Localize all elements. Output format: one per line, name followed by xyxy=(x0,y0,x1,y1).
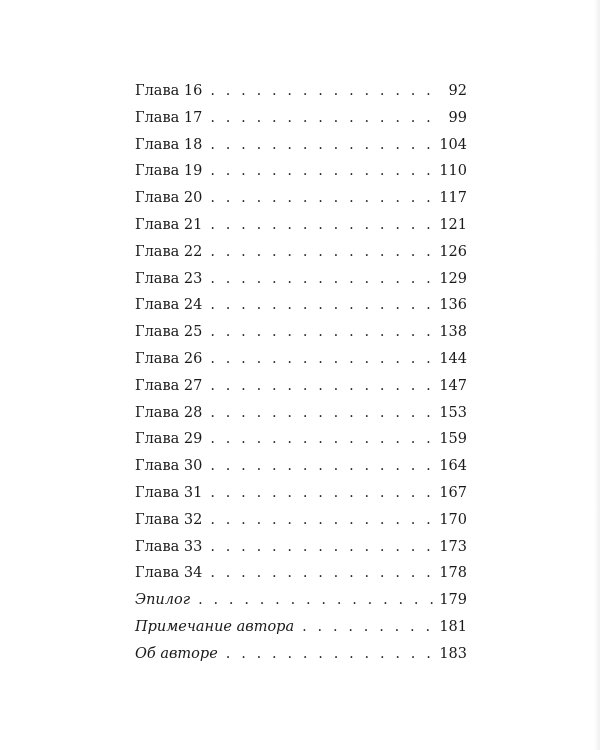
toc-dot-leader xyxy=(210,534,436,561)
toc-dot-leader xyxy=(210,560,436,587)
toc-entry xyxy=(135,453,467,480)
toc-entry-page-number: 99 xyxy=(448,109,467,126)
toc-dot-leader xyxy=(302,614,436,641)
toc-entry-page-number: 126 xyxy=(439,243,467,260)
toc-entry xyxy=(135,560,467,587)
table-of-contents xyxy=(135,78,467,668)
toc-entry-title: Глава 21 xyxy=(135,216,203,233)
toc-entry-title: Примечание автора xyxy=(135,618,295,635)
toc-entry-title: Глава 30 xyxy=(135,458,203,475)
toc-entry xyxy=(135,534,467,561)
toc-dot-leader xyxy=(210,480,436,507)
toc-dot-leader xyxy=(210,185,436,212)
toc-dot-leader xyxy=(210,453,436,480)
toc-entry-title: Глава 25 xyxy=(135,324,203,341)
toc-entry-page-number: 121 xyxy=(439,216,467,233)
toc-entry-title: Глава 22 xyxy=(135,243,203,260)
toc-dot-leader xyxy=(210,132,436,159)
toc-entry-page-number: 129 xyxy=(439,270,467,287)
toc-entry-page-number: 136 xyxy=(439,297,467,314)
toc-entry-title: Глава 27 xyxy=(135,377,203,394)
toc-entry xyxy=(135,426,467,453)
toc-entry xyxy=(135,507,467,534)
toc-entry-page-number: 178 xyxy=(439,565,467,582)
toc-entry-page-number: 92 xyxy=(448,83,467,99)
toc-entry xyxy=(135,480,467,507)
toc-entry xyxy=(135,641,467,668)
toc-entry-page-number: 138 xyxy=(439,324,467,341)
toc-entry xyxy=(135,158,467,185)
toc-entry xyxy=(135,373,467,400)
toc-dot-leader xyxy=(210,158,436,185)
toc-entry xyxy=(135,105,467,132)
toc-dot-leader xyxy=(210,507,436,534)
toc-entry-title: Глава 18 xyxy=(135,136,203,153)
toc-entry-title: Глава 24 xyxy=(135,297,203,314)
toc-entry-title: Глава 20 xyxy=(135,190,203,207)
toc-entry xyxy=(135,319,467,346)
toc-entry-page-number: 144 xyxy=(439,350,467,367)
toc-dot-leader xyxy=(210,78,437,105)
toc-dot-leader xyxy=(226,641,437,668)
toc-entry-title: Глава 28 xyxy=(135,404,203,421)
toc-dot-leader xyxy=(210,292,436,319)
toc-dot-leader xyxy=(198,587,436,614)
toc-entry-title: Глава 17 xyxy=(135,109,203,126)
toc-entry-page-number: 170 xyxy=(439,511,467,528)
toc-dot-leader xyxy=(210,426,436,453)
toc-entry xyxy=(135,266,467,293)
toc-entry-page-number: 167 xyxy=(439,484,467,501)
toc-entry xyxy=(135,239,467,266)
toc-entry-page-number: 179 xyxy=(439,592,467,609)
toc-entry xyxy=(135,292,467,319)
toc-entry-title: Об авторе xyxy=(135,645,218,662)
toc-entry-title: Глава 34 xyxy=(135,565,203,582)
toc-entry-page-number: 183 xyxy=(439,645,467,662)
toc-entry-page-number: 147 xyxy=(439,377,467,394)
toc-entry xyxy=(135,78,467,105)
toc-entry-title: Глава 16 xyxy=(135,83,203,99)
toc-entry xyxy=(135,614,467,641)
toc-dot-leader xyxy=(210,346,436,373)
toc-dot-leader xyxy=(210,266,436,293)
toc-entry-page-number: 104 xyxy=(439,136,467,153)
toc-dot-leader xyxy=(210,105,437,132)
toc-entry-title: Глава 26 xyxy=(135,350,203,367)
toc-entry-page-number: 181 xyxy=(439,618,467,635)
toc-entry xyxy=(135,132,467,159)
toc-entry-page-number: 110 xyxy=(439,163,467,180)
toc-dot-leader xyxy=(210,239,436,266)
toc-entry-title: Глава 23 xyxy=(135,270,203,287)
toc-entry xyxy=(135,346,467,373)
toc-entry-title: Глава 31 xyxy=(135,484,203,501)
toc-entry-title: Глава 19 xyxy=(135,163,203,180)
toc-entry xyxy=(135,400,467,427)
toc-dot-leader xyxy=(210,400,436,427)
toc-entry xyxy=(135,212,467,239)
toc-entry xyxy=(135,185,467,212)
toc-entry-title: Глава 29 xyxy=(135,431,203,448)
toc-entry-page-number: 173 xyxy=(439,538,467,555)
toc-entry-page-number: 153 xyxy=(439,404,467,421)
toc-entry-title: Глава 33 xyxy=(135,538,203,555)
toc-entry-page-number: 117 xyxy=(439,190,467,207)
toc-dot-leader xyxy=(210,319,436,346)
toc-entry-title: Глава 32 xyxy=(135,511,203,528)
toc-entry-page-number: 164 xyxy=(439,458,467,475)
toc-entry-title: Эпилог xyxy=(135,592,191,609)
toc-dot-leader xyxy=(210,373,436,400)
toc-entry xyxy=(135,587,467,614)
toc-entry-page-number: 159 xyxy=(439,431,467,448)
toc-dot-leader xyxy=(210,212,436,239)
page-edge-shadow xyxy=(594,0,600,750)
